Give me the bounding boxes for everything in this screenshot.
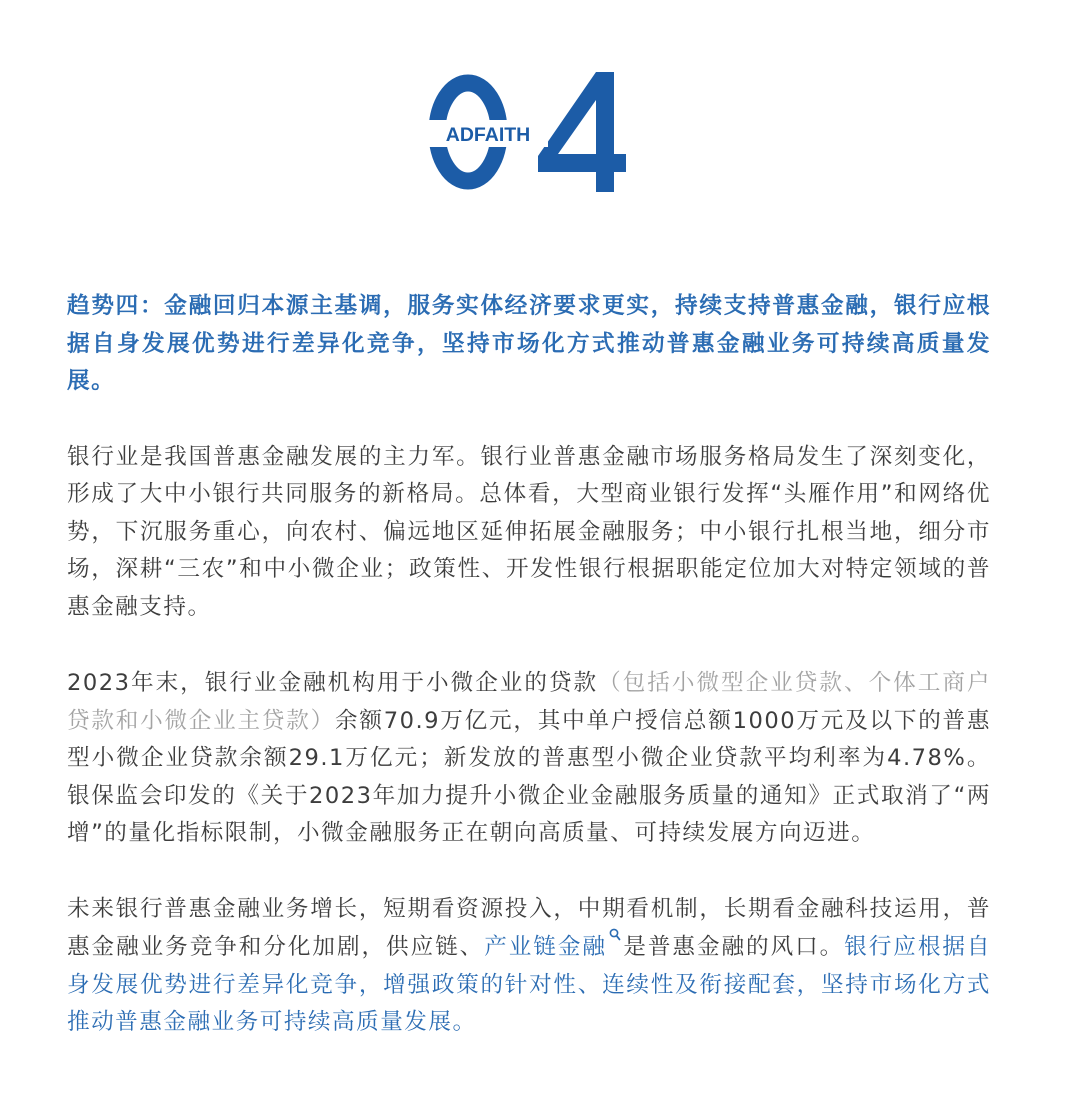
logo-graphic <box>428 70 628 195</box>
paragraph-2-part-1: 2023年末，银行业金融机构用于小微企业的贷款 <box>67 670 599 696</box>
logo-digit-four <box>538 72 626 192</box>
section-number-logo <box>428 70 628 195</box>
search-icon[interactable] <box>609 928 621 942</box>
paragraph-2 <box>67 665 991 853</box>
paragraph-1: 银行业是我国普惠金融发展的主力军。银行业普惠金融市场服务格局发生了深刻变化，形成了大中小银行共同服务的新格局。总体看，大型商业银行发挥“头雁作用”和网络优势，下沉服务重心，向农村、偏远地区延伸拓展金融服务；中小银行扎根当地，细分市场，深耕“三农”和中小微企业；政策性、开发性银行根据职能定位加大对特定领域的普惠金融支持。 <box>67 443 991 620</box>
supply-chain-finance-link[interactable]: 产业链金融 <box>484 934 607 960</box>
section-heading: 趋势四：金融回归本源主基调，服务实体经济要求更实，持续支持普惠金融，银行应根据自身发展优势进行差异化竞争，坚持市场化方式推动普惠金融业务可持续高质量发展。 <box>67 293 991 394</box>
paragraph-3-highlight: 银行应根据自身发展优势进行差异化竞争，增强政策的针对性、连续性及衔接配套，坚持市场化方式推动普惠金融业务可持续高质量发展。 <box>67 934 992 1035</box>
article-body <box>67 288 991 1042</box>
paragraph-2-note: （包括小微型企业贷款、个体工商户贷款和小微企业主贷款） <box>67 670 992 734</box>
paragraph-3-part-1: 未来银行普惠金融业务增长，短期看资源投入，中期看机制，长期看金融科技运用，普惠金融业务竞争和分化加剧，供应链、 <box>67 895 991 960</box>
paragraph-3-part-2: 是普惠金融的风口。 <box>622 934 845 960</box>
paragraph-3 <box>67 891 991 1042</box>
paragraph-2-part-2: 余额70.9万亿元，其中单户授信总额1000万元及以下的普惠型小微企业贷款余额29.1万亿元；新发放的普惠型小微企业贷款平均利率为4.78%。银保监会印发的《关于2023年加力提升小微企业金融服务质量的通知》正式取消了“两增”的量化指标限制，小微金融服务正在朝向高质量、可持续发展方向迈进。 <box>67 707 992 846</box>
logo-badge-text: ADFAITH <box>445 124 531 146</box>
